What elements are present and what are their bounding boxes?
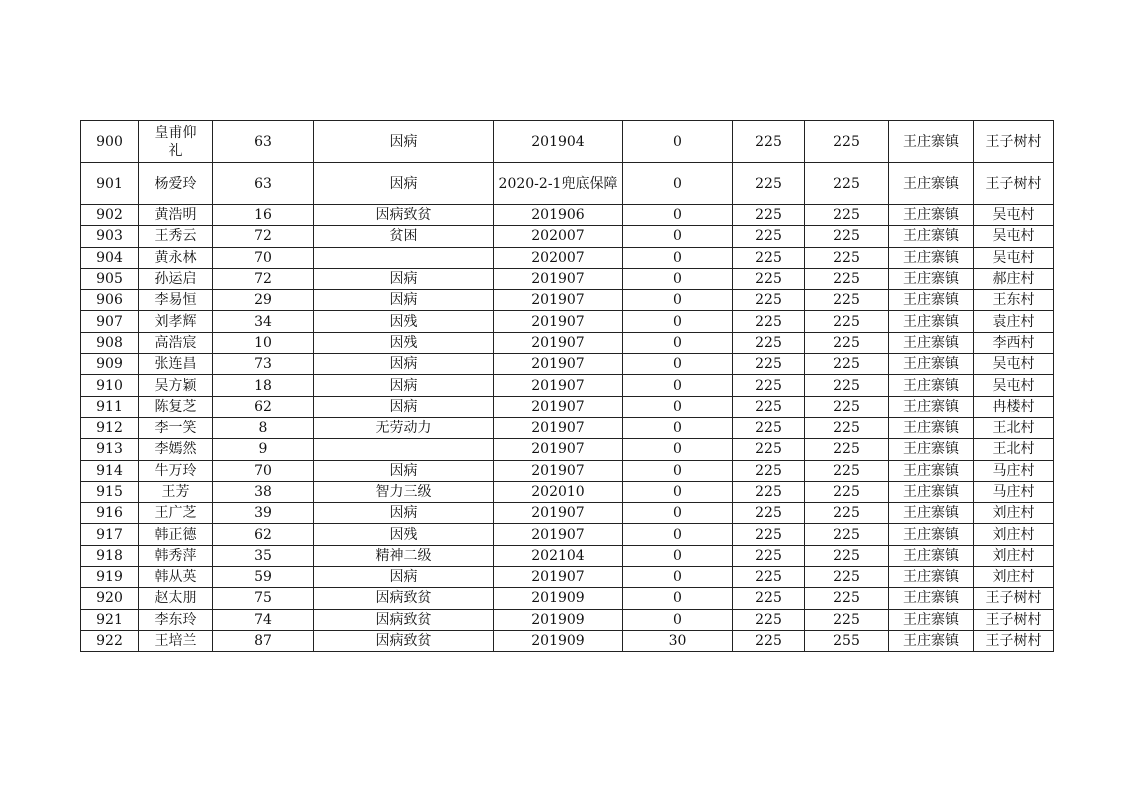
row-number-cell: 919: [81, 567, 139, 588]
extra-amount-cell: 0: [623, 417, 733, 438]
table-row: [81, 545, 1054, 566]
name-cell: 皇甫仰礼: [139, 121, 213, 163]
town-cell: 王庄寨镇: [889, 524, 974, 545]
total-amount-cell: 225: [805, 247, 889, 268]
age-cell: 35: [213, 545, 314, 566]
total-amount-cell: 225: [805, 226, 889, 247]
age-cell: 87: [213, 630, 314, 651]
row-number-cell: 902: [81, 205, 139, 226]
base-amount-cell: 225: [733, 311, 805, 332]
town-cell: 王庄寨镇: [889, 121, 974, 163]
village-cell: 刘庄村: [974, 503, 1054, 524]
village-cell: 王东村: [974, 290, 1054, 311]
extra-amount-cell: 0: [623, 332, 733, 353]
start-date-cell: 202104: [494, 545, 623, 566]
name-cell: 王广芝: [139, 503, 213, 524]
row-number-cell: 904: [81, 247, 139, 268]
town-cell: 王庄寨镇: [889, 290, 974, 311]
extra-amount-cell: 0: [623, 396, 733, 417]
row-number-cell: 920: [81, 588, 139, 609]
reason-cell: 无劳动力: [314, 417, 494, 438]
start-date-cell: 202007: [494, 226, 623, 247]
row-number-cell: 916: [81, 503, 139, 524]
reason-cell: 因病: [314, 375, 494, 396]
row-number-cell: 903: [81, 226, 139, 247]
extra-amount-cell: 0: [623, 503, 733, 524]
table-row: [81, 524, 1054, 545]
start-date-cell: 201907: [494, 375, 623, 396]
row-number-cell: 907: [81, 311, 139, 332]
reason-cell: 因残: [314, 332, 494, 353]
total-amount-cell: 225: [805, 567, 889, 588]
town-cell: 王庄寨镇: [889, 567, 974, 588]
total-amount-cell: 225: [805, 290, 889, 311]
start-date-cell: 202007: [494, 247, 623, 268]
town-cell: 王庄寨镇: [889, 481, 974, 502]
base-amount-cell: 225: [733, 460, 805, 481]
total-amount-cell: 225: [805, 354, 889, 375]
base-amount-cell: 225: [733, 205, 805, 226]
name-cell: 王秀云: [139, 226, 213, 247]
village-cell: 冉楼村: [974, 396, 1054, 417]
start-date-cell: 201907: [494, 503, 623, 524]
start-date-cell: 202010: [494, 481, 623, 502]
start-date-cell: 201909: [494, 630, 623, 651]
name-cell: 李嫣然: [139, 439, 213, 460]
extra-amount-cell: 0: [623, 290, 733, 311]
reason-cell: 因病: [314, 268, 494, 289]
town-cell: 王庄寨镇: [889, 311, 974, 332]
reason-cell: 因病: [314, 121, 494, 163]
age-cell: 34: [213, 311, 314, 332]
name-cell: 张连昌: [139, 354, 213, 375]
extra-amount-cell: 0: [623, 460, 733, 481]
reason-cell: 因病: [314, 163, 494, 205]
start-date-cell: 201907: [494, 524, 623, 545]
age-cell: 39: [213, 503, 314, 524]
reason-cell: 因病致贫: [314, 609, 494, 630]
extra-amount-cell: 30: [623, 630, 733, 651]
table-row: [81, 481, 1054, 502]
row-number-cell: 922: [81, 630, 139, 651]
table-row: [81, 588, 1054, 609]
total-amount-cell: 225: [805, 375, 889, 396]
row-number-cell: 900: [81, 121, 139, 163]
base-amount-cell: 225: [733, 290, 805, 311]
extra-amount-cell: 0: [623, 121, 733, 163]
name-cell: 李一笑: [139, 417, 213, 438]
village-cell: 马庄村: [974, 481, 1054, 502]
start-date-cell: 201906: [494, 205, 623, 226]
reason-cell: 因病致贫: [314, 630, 494, 651]
reason-cell: 因残: [314, 524, 494, 545]
table-row: [81, 503, 1054, 524]
start-date-cell: 201907: [494, 290, 623, 311]
table-row: [81, 163, 1054, 205]
row-number-cell: 911: [81, 396, 139, 417]
extra-amount-cell: 0: [623, 588, 733, 609]
village-cell: 王北村: [974, 439, 1054, 460]
start-date-cell: 201907: [494, 396, 623, 417]
age-cell: 9: [213, 439, 314, 460]
extra-amount-cell: 0: [623, 226, 733, 247]
base-amount-cell: 225: [733, 524, 805, 545]
reason-cell: 精神二级: [314, 545, 494, 566]
reason-cell: 智力三级: [314, 481, 494, 502]
base-amount-cell: 225: [733, 630, 805, 651]
town-cell: 王庄寨镇: [889, 588, 974, 609]
total-amount-cell: 225: [805, 503, 889, 524]
town-cell: 王庄寨镇: [889, 354, 974, 375]
age-cell: 70: [213, 460, 314, 481]
total-amount-cell: 255: [805, 630, 889, 651]
age-cell: 74: [213, 609, 314, 630]
extra-amount-cell: 0: [623, 439, 733, 460]
extra-amount-cell: 0: [623, 375, 733, 396]
table-body: [81, 121, 1054, 652]
row-number-cell: 915: [81, 481, 139, 502]
base-amount-cell: 225: [733, 545, 805, 566]
table-row: [81, 121, 1054, 163]
town-cell: 王庄寨镇: [889, 417, 974, 438]
village-cell: 王子树村: [974, 121, 1054, 163]
age-cell: 63: [213, 121, 314, 163]
start-date-cell: 201907: [494, 567, 623, 588]
total-amount-cell: 225: [805, 121, 889, 163]
base-amount-cell: 225: [733, 417, 805, 438]
base-amount-cell: 225: [733, 163, 805, 205]
age-cell: 8: [213, 417, 314, 438]
table-row: [81, 311, 1054, 332]
village-cell: 王北村: [974, 417, 1054, 438]
town-cell: 王庄寨镇: [889, 545, 974, 566]
table-row: [81, 205, 1054, 226]
total-amount-cell: 225: [805, 545, 889, 566]
base-amount-cell: 225: [733, 503, 805, 524]
name-cell: 黄浩明: [139, 205, 213, 226]
row-number-cell: 918: [81, 545, 139, 566]
village-cell: 刘庄村: [974, 567, 1054, 588]
total-amount-cell: 225: [805, 205, 889, 226]
town-cell: 王庄寨镇: [889, 503, 974, 524]
name-cell: 陈复芝: [139, 396, 213, 417]
table-row: [81, 290, 1054, 311]
extra-amount-cell: 0: [623, 545, 733, 566]
table-row: [81, 375, 1054, 396]
town-cell: 王庄寨镇: [889, 247, 974, 268]
village-cell: 吴屯村: [974, 375, 1054, 396]
table-row: [81, 609, 1054, 630]
name-cell: 王培兰: [139, 630, 213, 651]
total-amount-cell: 225: [805, 524, 889, 545]
start-date-cell: 201907: [494, 417, 623, 438]
row-number-cell: 910: [81, 375, 139, 396]
base-amount-cell: 225: [733, 609, 805, 630]
town-cell: 王庄寨镇: [889, 630, 974, 651]
row-number-cell: 901: [81, 163, 139, 205]
base-amount-cell: 225: [733, 247, 805, 268]
table-row: [81, 226, 1054, 247]
total-amount-cell: 225: [805, 460, 889, 481]
table-row: [81, 460, 1054, 481]
row-number-cell: 908: [81, 332, 139, 353]
extra-amount-cell: 0: [623, 163, 733, 205]
reason-cell: 因病致贫: [314, 205, 494, 226]
town-cell: 王庄寨镇: [889, 226, 974, 247]
age-cell: 16: [213, 205, 314, 226]
reason-cell: 因病致贫: [314, 588, 494, 609]
age-cell: 10: [213, 332, 314, 353]
start-date-cell: 2020-2-1兜底保障: [494, 163, 623, 205]
start-date-cell: 201907: [494, 439, 623, 460]
table-row: [81, 630, 1054, 651]
village-cell: 马庄村: [974, 460, 1054, 481]
extra-amount-cell: 0: [623, 354, 733, 375]
village-cell: 吴屯村: [974, 354, 1054, 375]
row-number-cell: 913: [81, 439, 139, 460]
extra-amount-cell: 0: [623, 524, 733, 545]
base-amount-cell: 225: [733, 268, 805, 289]
age-cell: 62: [213, 396, 314, 417]
row-number-cell: 909: [81, 354, 139, 375]
data-table: [80, 120, 1054, 652]
village-cell: 王子树村: [974, 630, 1054, 651]
reason-cell: 因病: [314, 503, 494, 524]
reason-cell: 因病: [314, 290, 494, 311]
town-cell: 王庄寨镇: [889, 163, 974, 205]
name-cell: 牛万玲: [139, 460, 213, 481]
start-date-cell: 201907: [494, 268, 623, 289]
village-cell: 刘庄村: [974, 524, 1054, 545]
table-row: [81, 268, 1054, 289]
start-date-cell: 201907: [494, 460, 623, 481]
age-cell: 72: [213, 226, 314, 247]
extra-amount-cell: 0: [623, 247, 733, 268]
row-number-cell: 921: [81, 609, 139, 630]
name-cell: 李易恒: [139, 290, 213, 311]
name-cell: 韩从英: [139, 567, 213, 588]
base-amount-cell: 225: [733, 439, 805, 460]
age-cell: 59: [213, 567, 314, 588]
extra-amount-cell: 0: [623, 609, 733, 630]
table-row: [81, 332, 1054, 353]
total-amount-cell: 225: [805, 588, 889, 609]
base-amount-cell: 225: [733, 396, 805, 417]
village-cell: 吴屯村: [974, 226, 1054, 247]
total-amount-cell: 225: [805, 311, 889, 332]
table-row: [81, 567, 1054, 588]
name-cell: 韩正德: [139, 524, 213, 545]
total-amount-cell: 225: [805, 481, 889, 502]
base-amount-cell: 225: [733, 121, 805, 163]
table-row: [81, 247, 1054, 268]
name-cell: 孙运启: [139, 268, 213, 289]
age-cell: 62: [213, 524, 314, 545]
total-amount-cell: 225: [805, 332, 889, 353]
name-cell: 韩秀萍: [139, 545, 213, 566]
reason-cell: 因病: [314, 460, 494, 481]
age-cell: 70: [213, 247, 314, 268]
table-row: [81, 396, 1054, 417]
name-cell: 吴方颖: [139, 375, 213, 396]
reason-cell: 贫困: [314, 226, 494, 247]
name-cell: 李东玲: [139, 609, 213, 630]
name-cell: 杨爱玲: [139, 163, 213, 205]
table-row: [81, 439, 1054, 460]
age-cell: 38: [213, 481, 314, 502]
name-cell: 赵太朋: [139, 588, 213, 609]
base-amount-cell: 225: [733, 567, 805, 588]
reason-cell: 因病: [314, 396, 494, 417]
village-cell: 吴屯村: [974, 247, 1054, 268]
base-amount-cell: 225: [733, 354, 805, 375]
total-amount-cell: 225: [805, 417, 889, 438]
age-cell: 63: [213, 163, 314, 205]
town-cell: 王庄寨镇: [889, 332, 974, 353]
reason-cell: 因病: [314, 354, 494, 375]
base-amount-cell: 225: [733, 226, 805, 247]
total-amount-cell: 225: [805, 396, 889, 417]
name-cell: 刘孝辉: [139, 311, 213, 332]
total-amount-cell: 225: [805, 609, 889, 630]
age-cell: 75: [213, 588, 314, 609]
reason-cell: [314, 247, 494, 268]
name-cell: 高浩宸: [139, 332, 213, 353]
name-cell: 王芳: [139, 481, 213, 502]
total-amount-cell: 225: [805, 268, 889, 289]
table-row: [81, 417, 1054, 438]
start-date-cell: 201907: [494, 311, 623, 332]
village-cell: 刘庄村: [974, 545, 1054, 566]
total-amount-cell: 225: [805, 163, 889, 205]
start-date-cell: 201907: [494, 332, 623, 353]
base-amount-cell: 225: [733, 375, 805, 396]
start-date-cell: 201904: [494, 121, 623, 163]
town-cell: 王庄寨镇: [889, 205, 974, 226]
base-amount-cell: 225: [733, 332, 805, 353]
town-cell: 王庄寨镇: [889, 439, 974, 460]
town-cell: 王庄寨镇: [889, 396, 974, 417]
town-cell: 王庄寨镇: [889, 268, 974, 289]
base-amount-cell: 225: [733, 588, 805, 609]
age-cell: 72: [213, 268, 314, 289]
start-date-cell: 201909: [494, 588, 623, 609]
village-cell: 吴屯村: [974, 205, 1054, 226]
town-cell: 王庄寨镇: [889, 609, 974, 630]
extra-amount-cell: 0: [623, 311, 733, 332]
town-cell: 王庄寨镇: [889, 460, 974, 481]
village-cell: 袁庄村: [974, 311, 1054, 332]
start-date-cell: 201907: [494, 354, 623, 375]
village-cell: 郝庄村: [974, 268, 1054, 289]
extra-amount-cell: 0: [623, 481, 733, 502]
village-cell: 王子树村: [974, 588, 1054, 609]
town-cell: 王庄寨镇: [889, 375, 974, 396]
village-cell: 王子树村: [974, 163, 1054, 205]
row-number-cell: 912: [81, 417, 139, 438]
reason-cell: 因病: [314, 567, 494, 588]
reason-cell: 因残: [314, 311, 494, 332]
start-date-cell: 201909: [494, 609, 623, 630]
table-row: [81, 354, 1054, 375]
age-cell: 18: [213, 375, 314, 396]
total-amount-cell: 225: [805, 439, 889, 460]
base-amount-cell: 225: [733, 481, 805, 502]
row-number-cell: 917: [81, 524, 139, 545]
name-cell: 黄永林: [139, 247, 213, 268]
row-number-cell: 906: [81, 290, 139, 311]
row-number-cell: 905: [81, 268, 139, 289]
reason-cell: [314, 439, 494, 460]
village-cell: 王子树村: [974, 609, 1054, 630]
extra-amount-cell: 0: [623, 268, 733, 289]
age-cell: 29: [213, 290, 314, 311]
extra-amount-cell: 0: [623, 205, 733, 226]
extra-amount-cell: 0: [623, 567, 733, 588]
row-number-cell: 914: [81, 460, 139, 481]
age-cell: 73: [213, 354, 314, 375]
village-cell: 李西村: [974, 332, 1054, 353]
